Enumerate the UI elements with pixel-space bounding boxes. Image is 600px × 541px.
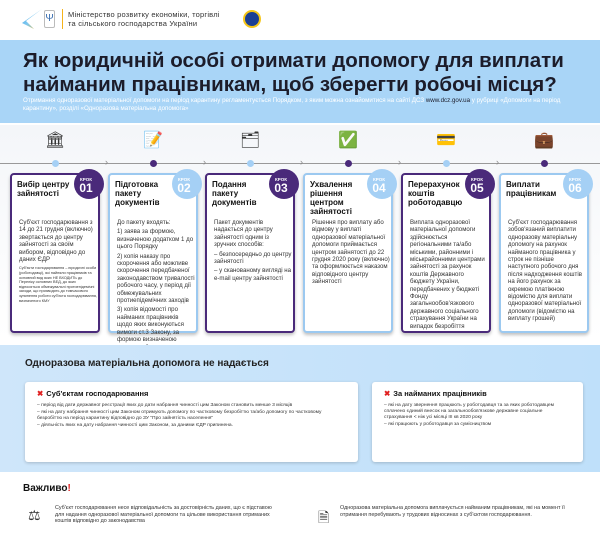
bank-icon: 🏛 — [45, 132, 66, 149]
step-text: – безпосередньо до центру зайнятості — [214, 250, 292, 266]
step-label: КРОК — [471, 177, 483, 182]
timeline-dot — [443, 160, 450, 167]
step-card-03 — [205, 173, 295, 333]
step-label: КРОК — [275, 177, 287, 182]
employees-box — [372, 382, 583, 462]
step-label: КРОК — [569, 177, 581, 182]
step-card-04 — [303, 173, 393, 333]
step-body — [508, 219, 586, 325]
title-banner — [0, 40, 600, 123]
step-body — [19, 219, 97, 303]
step-badge — [269, 169, 299, 199]
step-title: Подання пакету документів — [212, 180, 257, 207]
important-section — [0, 472, 600, 541]
step-footnote: Суб'єкти господарювання – юридичні особи (роботодавці), які найняли працівників та основний вид яких НЕ ВХОДИТЬ до Переліку основних ВЕД, до яких відносяться обмежувальні протиепідемічні заходи, що призводять до тимчасового зупинення роботи суб'єкта господарювання, визначеного КМУ — [19, 266, 97, 303]
step-number: 04 — [372, 181, 386, 195]
chevron-right-icon: › — [203, 157, 206, 167]
step-card-02 — [108, 173, 198, 344]
note-payment: Одноразова матеріальна допомога виплачується найманим працівникам, які на момент її отримання перебувають у трудових відносинах з суб'єктом господарювання. — [340, 505, 565, 518]
chevron-right-icon: › — [496, 157, 499, 167]
not-granted-section — [0, 345, 600, 472]
timeline-dot — [247, 160, 254, 167]
chevron-right-icon: › — [398, 157, 401, 167]
step-badge — [367, 169, 397, 199]
steps-section — [0, 125, 600, 344]
step-title: Ухвалення рішення центром зайнятості — [310, 180, 353, 216]
step-text: – у сканованому вигляді на e-mail центру зайнятості — [214, 267, 292, 282]
step-body — [410, 219, 488, 332]
step-body — [117, 219, 195, 360]
important-title — [23, 483, 71, 494]
step-card-05 — [401, 173, 491, 333]
step-title: Виплати працівникам — [506, 180, 557, 198]
cross-icon: ✖ — [384, 389, 391, 398]
timeline-dot — [345, 160, 352, 167]
step-text: Суб'єкт господарювання з 14 до 21 грудня (включно) звертається до центру зайнятості за своїм вибором, відповідно до даних ЄДР — [19, 219, 93, 264]
step-badge — [74, 169, 104, 199]
list-item: – які на дату набрання чинності цим Законом отримують допомогу по частковому безробіттю та/або допомогу по частковому безробіттю на період карантину відповідно до ЗУ "Про зайнятість населення" — [37, 410, 322, 422]
step-body — [312, 219, 390, 288]
chevron-right-icon: › — [105, 157, 108, 167]
step-title: Перерахунок коштів роботодавцю — [408, 180, 463, 207]
dcz-link[interactable]: www.dcz.gov.ua — [425, 97, 471, 104]
ministry-name — [68, 10, 220, 28]
box-title: Суб'єктам господарювання — [46, 389, 149, 398]
step-text: Пакет документів надається до центру зайнятості одним із зручних способів: — [214, 219, 273, 249]
divider — [62, 9, 63, 29]
step-label: КРОК — [373, 177, 385, 182]
section-title: Одноразова матеріальна допомога не надається — [25, 358, 269, 369]
document-check-icon: 🗎 — [318, 509, 330, 525]
banner-subtitle — [23, 97, 583, 113]
box-title: За найманих працівників — [393, 389, 487, 398]
step-text: 3) копія відомості про найманих працівників щодо яких виконуються вимоги ст.3 Закону, за формою визначеною — [117, 306, 184, 344]
step-text: 2) копія наказу про скорочення або можливе скорочення передбаченої законодавством тривалості робочого часу, у період дії обмежувальних протиепідемічних заходів — [117, 252, 195, 305]
gavel-icon: ⚖ — [28, 507, 41, 523]
employment-service-emblem-icon — [243, 10, 261, 28]
step-badge — [465, 169, 495, 199]
ministry-logo-icon — [22, 9, 42, 29]
step-title: Підготовка пакету документів — [115, 180, 160, 207]
step-title: Вибір центру зайнятості — [17, 180, 70, 198]
cross-icon: ✖ — [37, 389, 44, 398]
subtitle-text: у рубриці «Допомоги на період карантину», розділі «Одноразова матеріальна допомога» — [23, 97, 561, 112]
ministry-line-2: та сільського господарства України — [68, 19, 198, 28]
note-responsibility: Суб'єкт господарювання несе відповідальність за достовірність даних, що є підставою для надання одноразової матеріальної допомоги та цільове використання отриманих коштів відповідно до законодавства — [55, 505, 272, 525]
timeline-dot — [52, 160, 59, 167]
step-badge — [563, 169, 593, 199]
step-label: КРОК — [178, 177, 190, 182]
header — [0, 0, 600, 40]
exclamation-mark: ! — [67, 483, 71, 494]
entities-box — [25, 382, 358, 462]
step-number: 03 — [274, 181, 288, 195]
list-item: – які на дату звернення працюють у роботодавця та за яких роботодавцем сплачено єдиний внесок на загальнообов'язкове державне соціальне страхування < ніж усі місяці III кв 2020 року — [384, 403, 554, 420]
chevron-right-icon: › — [300, 157, 303, 167]
ministry-line-1: Міністерство розвитку економіки, торгівлі — [68, 10, 220, 19]
step-text: Виплата одноразової матеріальної допомоги здійснюється регіональними та/або міськими, районними і міськрайонними центрами зайнятості за рахунок коштів Державного бюджету України, передбачених у бюджеті Фонду загальнообов'язкового державного соціального страхування України на випадок безробіття — [410, 219, 485, 330]
document-edit-icon: 📝 — [143, 132, 163, 149]
timeline-dot — [541, 160, 548, 167]
important-label: Важливо — [23, 483, 68, 494]
step-text: До пакету входять: — [117, 219, 171, 226]
briefcase-icon: 💼 — [534, 132, 554, 149]
list-item: – діяльність яких на дату набрання чинності цим Законом, за даними ЄДР припинена. — [37, 423, 233, 429]
page-title: Як юридичній особі отримати допомогу для виплати найманим працівникам, щоб зберегти робочі місця? — [23, 49, 564, 96]
step-text: Суб'єкт господарювання зобов'язаний виплатити одноразову матеріальну допомогу на рахунок найманого працівника у строк не пізніше наступного робочого дня після надходження коштів на його рахунок за окремою платіжною відомістю для виплати одноразової матеріальної допомоги (відомістю на виплату грошей) — [508, 219, 582, 323]
step-body — [214, 219, 292, 284]
step-label: КРОК — [80, 177, 92, 182]
folder-icon: 🗂 — [240, 132, 261, 149]
step-card-01 — [10, 173, 100, 333]
step-number: 01 — [79, 181, 93, 195]
subtitle-text: Отримання одноразової матеріальної допомоги на період карантину регламентується Порядком, з яким можна ознайомитися на сайті ДСЗ — [23, 97, 426, 104]
step-text: 1) заява за формою, визначеною додатком 1 до цього Порядку — [117, 228, 194, 251]
step-badge — [172, 169, 202, 199]
approved-document-icon: ✅ — [338, 132, 358, 149]
step-number: 05 — [470, 181, 484, 195]
step-text: Рішення про виплату або відмову у виплаті одноразової матеріальної допомоги приймається центром зайнятості до 22 грудня 2020 року (включно) та оформлюється наказом відповідного центру зайнятості — [312, 219, 390, 286]
bank-card-icon: 💳 — [436, 132, 456, 149]
list-item: – період від дати державної реєстрації яких до дати набрання чинності цим Законом становить менше 3 місяців — [37, 403, 293, 408]
list-item: – які працюють у роботодавця за сумісництвом — [384, 421, 492, 427]
trident-icon: Ψ — [44, 10, 55, 28]
step-card-06 — [499, 173, 589, 333]
step-number: 02 — [177, 181, 191, 195]
timeline-dot — [150, 160, 157, 167]
step-number: 06 — [568, 181, 582, 195]
